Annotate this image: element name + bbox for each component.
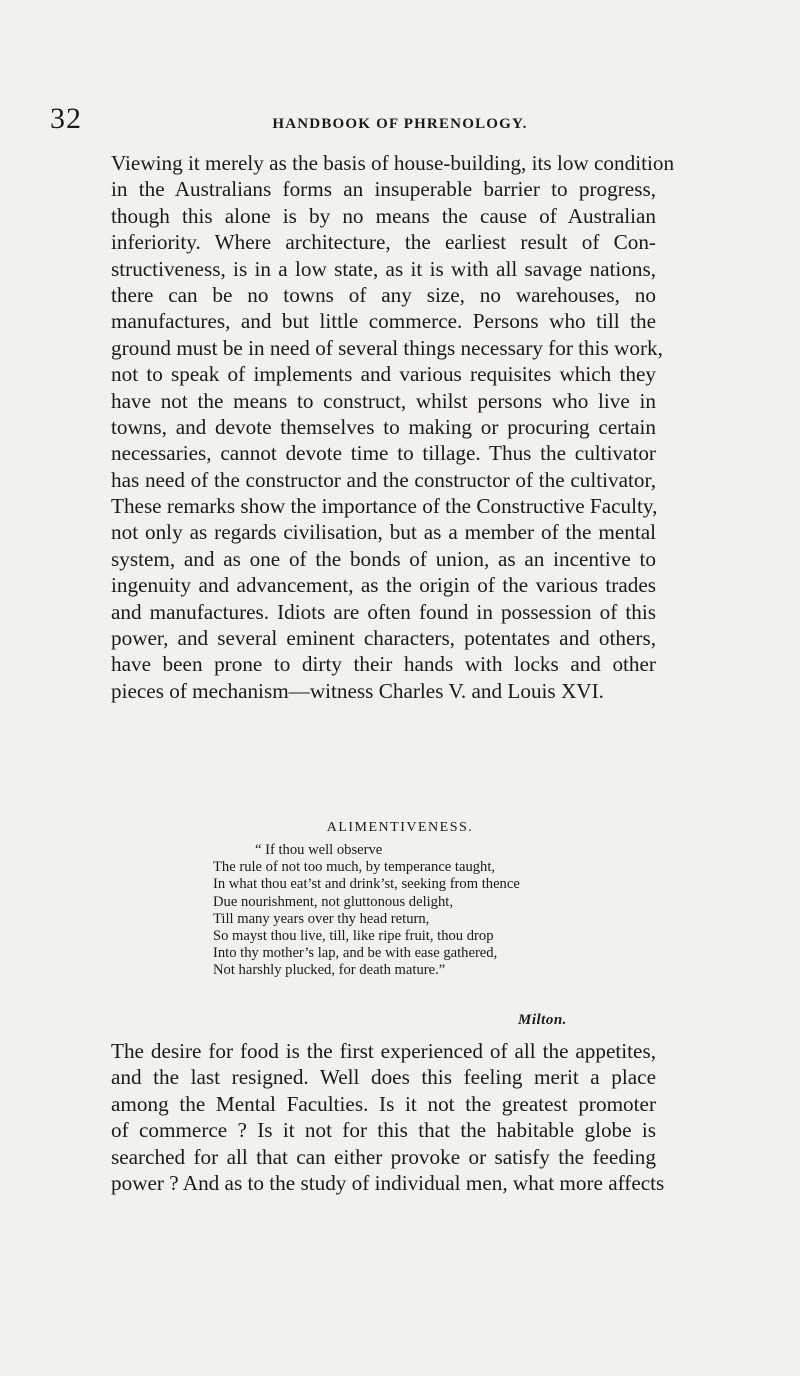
- text-line: of commerce ? Is it not for this that the habitable globe is: [111, 1118, 656, 1143]
- text-line: not to speak of implements and various requisites which they: [111, 362, 656, 387]
- running-head: [0, 102, 800, 135]
- text-line: though this alone is by no means the cause of Australian: [111, 203, 656, 228]
- text-line: pieces of mechanism—witness Charles V. and Louis XVI.: [111, 678, 604, 703]
- section-heading: ALIMENTIVENESS.: [326, 820, 474, 835]
- text-line: These remarks show the importance of the Constructive Faculty,: [111, 494, 658, 519]
- paragraph-alimentiveness: [111, 1038, 665, 1196]
- text-line: and manufactures. Idiots are often found in possession of this: [111, 599, 656, 624]
- poem-attribution: Milton.: [518, 1012, 567, 1028]
- page-number: 32: [50, 102, 82, 135]
- text-line: manufactures, and but little commerce. Persons who till the: [111, 309, 656, 334]
- poem-line: In what thou eat’st and drink’st, seeking from thence: [213, 876, 520, 893]
- text-line: not only as regards civilisation, but as a member of the mental: [111, 520, 656, 545]
- text-line: searched for all that can either provoke or satisfy the feeding: [111, 1144, 656, 1169]
- poem-quotation: [213, 842, 653, 980]
- text-line: towns, and devote themselves to making or procuring certain: [111, 414, 656, 439]
- poem-line: Till many years over thy head return,: [213, 910, 430, 927]
- running-head-title: HANDBOOK OF PHRENOLOGY.: [272, 116, 528, 132]
- text-line: have not the means to construct, whilst persons who live in: [111, 388, 656, 413]
- poem-line: The rule of not too much, by temperance taught,: [213, 859, 496, 876]
- poem-line: “ If thou well observe: [255, 842, 383, 858]
- text-line: system, and as one of the bonds of union, as an incentive to: [111, 546, 656, 571]
- text-line: ground must be in need of several things necessary for this work,: [111, 335, 663, 360]
- poem-line: Due nourishment, not gluttonous delight,: [213, 893, 453, 910]
- text-line: and the last resigned. Well does this feeling merit a place: [111, 1065, 656, 1090]
- text-line: structiveness, is in a low state, as it is with all savage nations,: [111, 256, 656, 281]
- text-line: The desire for food is the first experienced of all the appetites,: [111, 1039, 656, 1063]
- poem-line: So mayst thou live, till, like ripe fruit, thou drop: [213, 927, 494, 944]
- text-line: ingenuity and advancement, as the origin of the various trades: [111, 573, 656, 598]
- text-line: Viewing it merely as the basis of house-building, its low condition: [111, 151, 675, 175]
- text-line: there can be no towns of any size, no warehouses, no: [111, 282, 656, 307]
- poem-line: Into thy mother’s lap, and be with ease gathered,: [213, 945, 498, 962]
- text-line: among the Mental Faculties. Is it not the greatest promoter: [111, 1091, 656, 1116]
- poem-line: Not harshly plucked, for death mature.”: [213, 962, 446, 979]
- text-line: in the Australians forms an insuperable barrier to progress,: [111, 177, 656, 202]
- text-line: necessaries, cannot devote time to tillage. Thus the cultivator: [111, 441, 656, 466]
- text-line: have been prone to dirty their hands with locks and other: [111, 652, 656, 677]
- text-line: has need of the constructor and the constructor of the cultivator,: [111, 467, 656, 492]
- text-line: power ? And as to the study of individual men, what more affects: [111, 1170, 665, 1195]
- paragraph-constructiveness: [111, 150, 675, 704]
- text-line: power, and several eminent characters, potentates and others,: [111, 626, 656, 651]
- text-line: inferiority. Where architecture, the earliest result of Con-: [111, 230, 656, 255]
